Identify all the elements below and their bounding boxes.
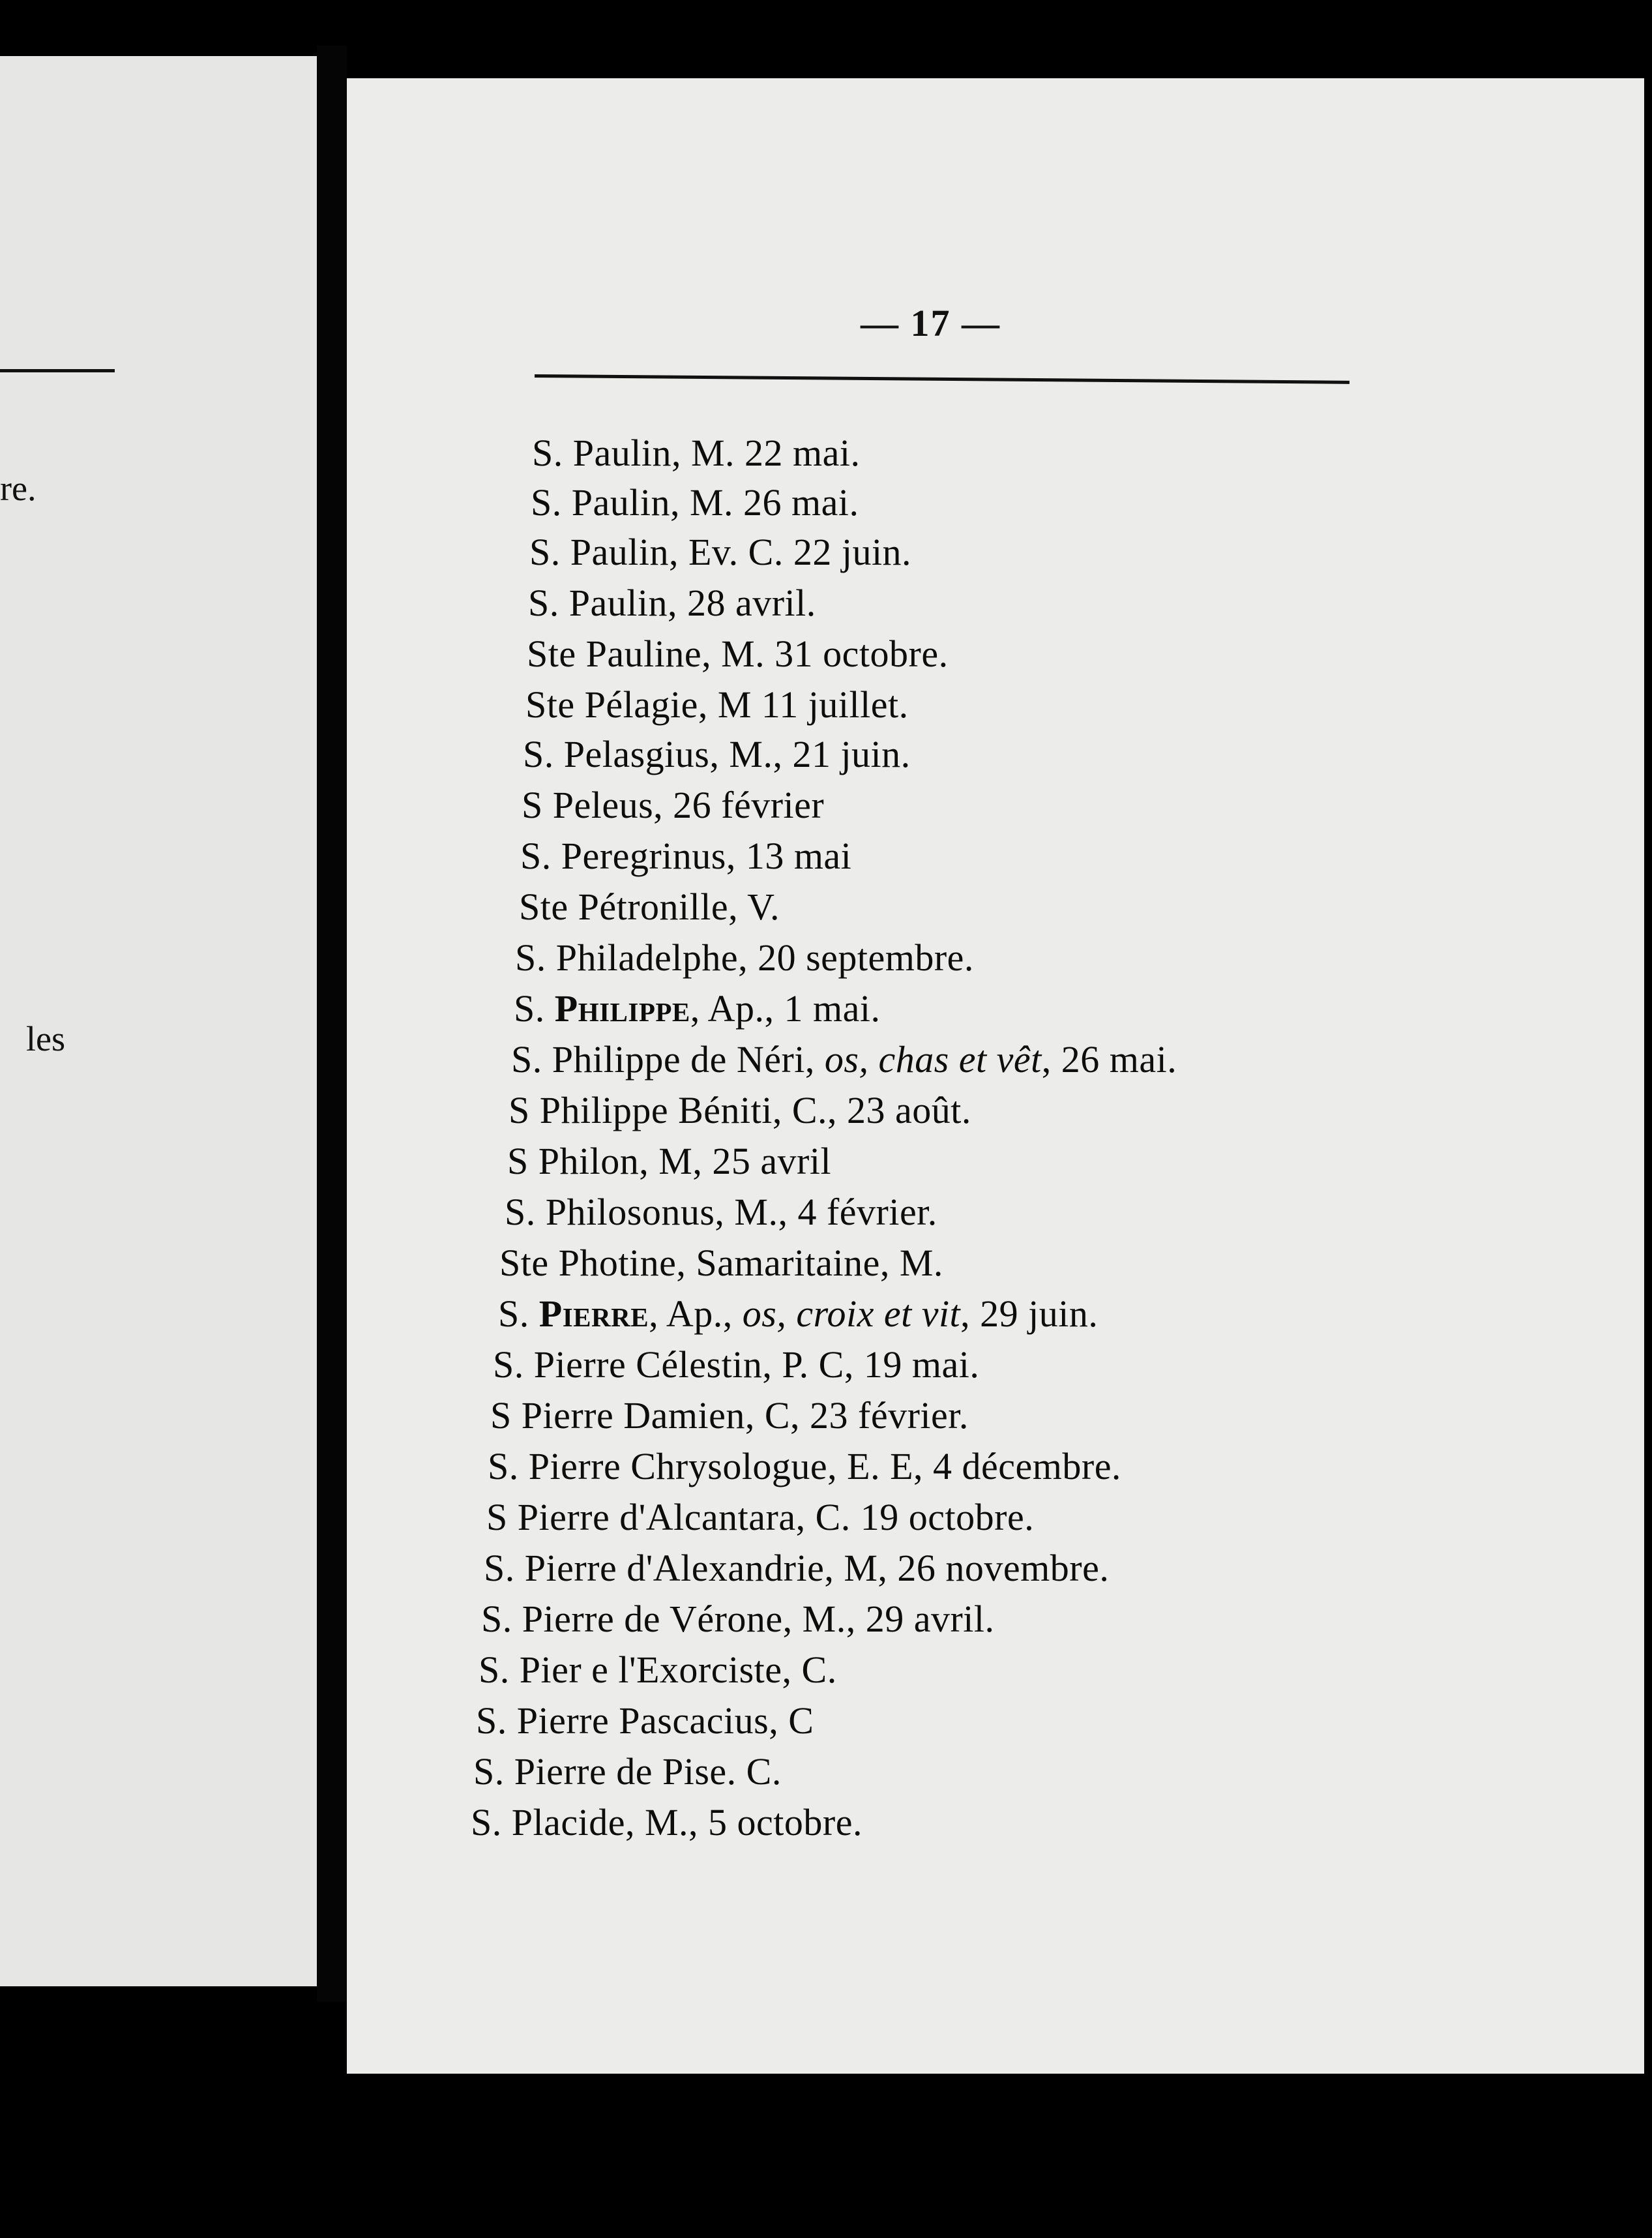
- entry-prefix: S.: [498, 1292, 539, 1335]
- list-entry: Ste Pauline, M. 31 octobre.: [527, 633, 949, 675]
- list-entry: S Pierre Damien, C, 23 février.: [490, 1394, 969, 1437]
- list-entry: S. Pierre de Pise. C.: [473, 1750, 782, 1793]
- list-entry: S. Pierre de Vérone, M., 29 avril.: [481, 1598, 995, 1640]
- list-entry: S. Pelasgius, M., 21 juin.: [523, 733, 911, 775]
- list-entry: S. Philadelphe, 20 septembre.: [515, 936, 974, 979]
- entry-middle: , Ap.,: [649, 1292, 743, 1335]
- entry-suffix: , 29 juin.: [960, 1292, 1099, 1335]
- list-entry: S Philippe Béniti, C., 23 août.: [509, 1089, 971, 1131]
- list-entry: [498, 1292, 1099, 1335]
- list-entry: S. Pier e l'Exorciste, C.: [479, 1649, 837, 1691]
- list-entry: Ste Pélagie, M 11 juillet.: [525, 683, 909, 726]
- left-page-fragment: les: [26, 1019, 65, 1058]
- relic-note-italic: os, chas et vêt: [824, 1038, 1042, 1081]
- entry-prefix: S. Philippe de Néri,: [511, 1038, 825, 1081]
- list-entry: Ste Photine, Samaritaine, M.: [499, 1242, 943, 1284]
- list-entry: S Peleus, 26 février: [522, 784, 825, 826]
- left-page-rule: [0, 369, 115, 372]
- page-number: — 17 —: [861, 302, 1001, 344]
- list-entry: S Philon, M, 25 avril: [507, 1140, 832, 1182]
- saint-name-small-caps: Philippe: [554, 987, 690, 1030]
- list-entry: S. Paulin, M. 22 mai.: [532, 432, 861, 474]
- list-entry: S. Placide, M., 5 octobre.: [471, 1801, 863, 1843]
- list-entry: Ste Pétronille, V.: [519, 886, 780, 928]
- left-page-fragment: re.: [0, 469, 37, 508]
- saint-name-small-caps: Pierre: [538, 1292, 649, 1335]
- list-entry: S. Paulin, 28 avril.: [528, 582, 816, 624]
- entry-suffix: , Ap., 1 mai.: [690, 987, 881, 1030]
- list-entry: S. Pierre Célestin, P. C, 19 mai.: [493, 1343, 980, 1386]
- list-entry: [514, 987, 881, 1030]
- list-entry: S. Philosonus, M., 4 février.: [505, 1191, 937, 1233]
- list-entry: S Pierre d'Alcantara, C. 19 octobre.: [486, 1496, 1035, 1538]
- list-entry: S. Pierre Pascacius, C: [476, 1699, 814, 1742]
- book-spine: [317, 46, 347, 2002]
- relic-note-italic: os, croix et vit: [742, 1292, 961, 1335]
- list-entry: S. Paulin, M. 26 mai.: [531, 481, 859, 524]
- list-entry: S. Pierre Chrysologue, E. E, 4 décembre.: [488, 1445, 1121, 1487]
- list-entry: S. Paulin, Ev. C. 22 juin.: [529, 531, 912, 573]
- list-entry: S. Peregrinus, 13 mai: [520, 835, 852, 877]
- list-entry: [511, 1038, 1177, 1081]
- entry-prefix: S.: [514, 987, 555, 1030]
- entry-suffix: , 26 mai.: [1041, 1038, 1177, 1081]
- list-entry: S. Pierre d'Alexandrie, M, 26 novembre.: [484, 1547, 1110, 1589]
